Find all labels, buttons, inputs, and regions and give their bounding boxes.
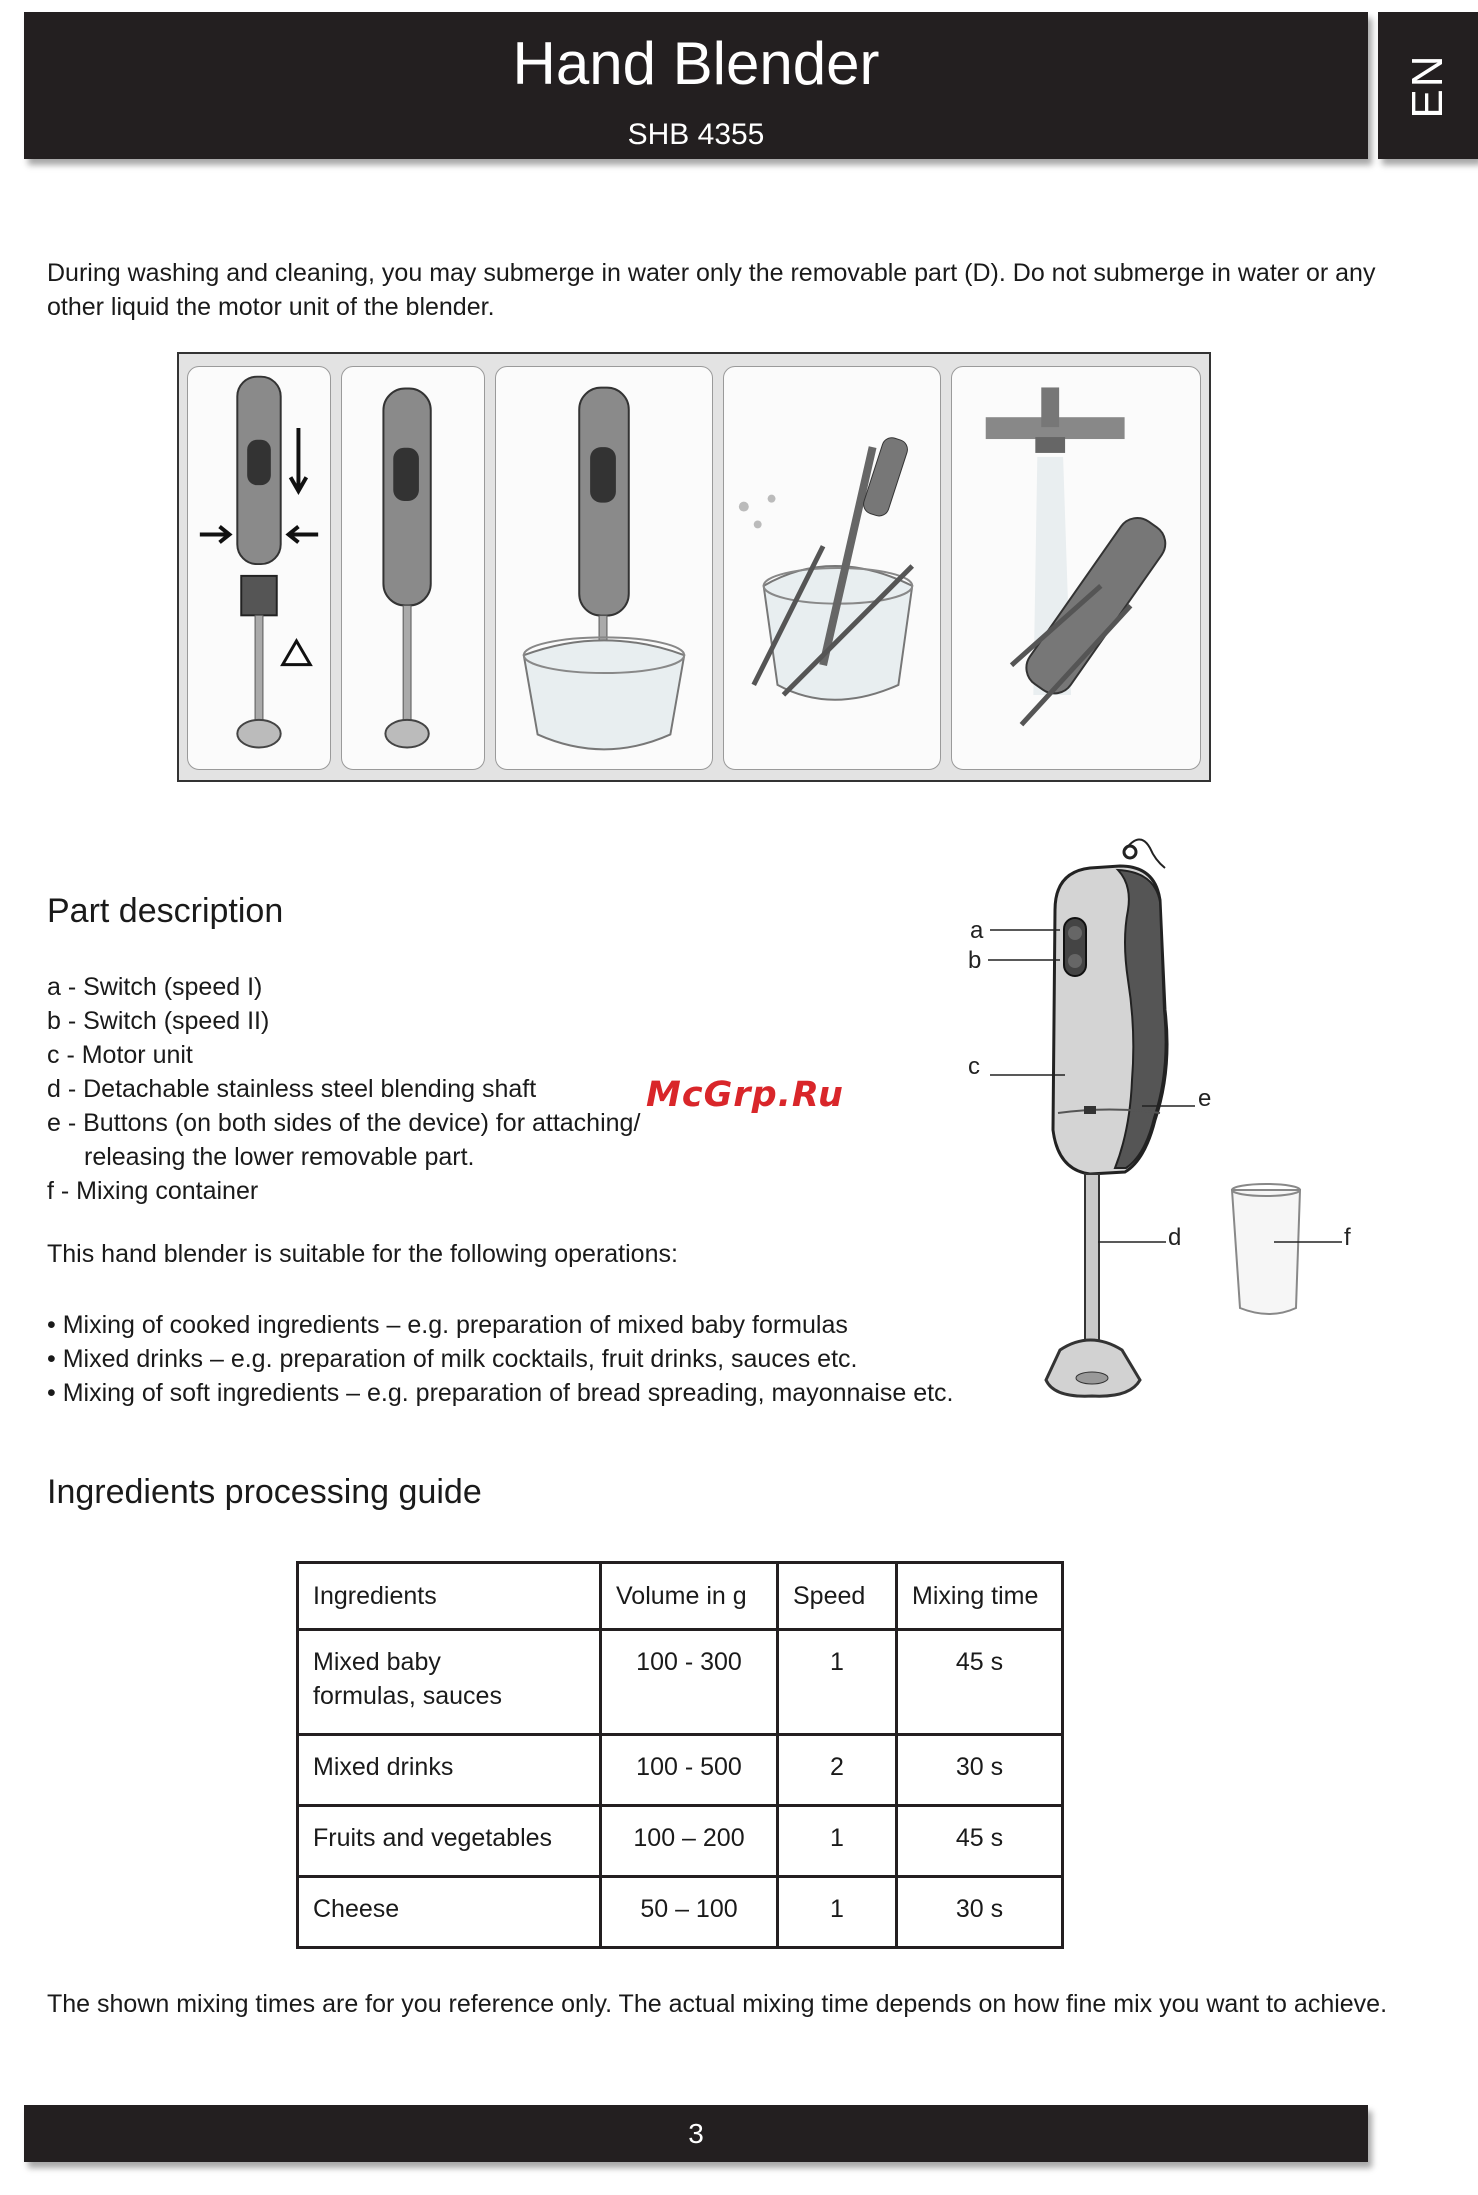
label-e: e xyxy=(1198,1085,1212,1112)
cell-speed: 1 xyxy=(778,1806,897,1877)
part-description-title: Part description xyxy=(47,892,284,930)
cell-time: 30 s xyxy=(897,1735,1063,1806)
processing-guide-title: Ingredients processing guide xyxy=(47,1473,482,1511)
cleaning-instructions: During washing and cleaning, you may submerge in water only the removable part (D). Do not submerge in water or any other liquid the motor unit of the blender. xyxy=(47,259,1376,321)
column-header-ingredients: Ingredients xyxy=(298,1563,601,1630)
list-item: d - Detachable stainless steel blending shaft xyxy=(47,1075,537,1103)
list-item: e - Buttons (on both sides of the device) for attaching/ xyxy=(47,1109,641,1137)
language-code: EN xyxy=(1403,52,1452,119)
page-number: 3 xyxy=(688,2118,704,2149)
column-header-speed: Speed xyxy=(778,1563,897,1630)
label-a: a xyxy=(970,917,984,944)
cell-volume: 100 – 200 xyxy=(601,1806,778,1877)
list-item: • Mixing of soft ingredients – e.g. preparation of bread spreading, mayonnaise etc. xyxy=(47,1379,954,1407)
language-tab xyxy=(1378,12,1478,159)
rinse-under-tap-illustration xyxy=(951,366,1201,770)
watermark: McGrp.Ru xyxy=(646,1075,844,1115)
table-row xyxy=(298,1630,1063,1735)
list-item: • Mixed drinks – e.g. preparation of milk cocktails, fruit drinks, sauces etc. xyxy=(47,1345,858,1373)
table-row xyxy=(298,1735,1063,1806)
cell-time: 45 s xyxy=(897,1806,1063,1877)
processing-guide-table xyxy=(296,1561,1064,1949)
operations-list xyxy=(47,1308,954,1410)
assembled-blender-illustration xyxy=(341,366,485,770)
ingredient-line: Mixed baby xyxy=(313,1648,441,1676)
table-row xyxy=(298,1806,1063,1877)
list-item: c - Motor unit xyxy=(47,1041,193,1069)
cell-speed: 1 xyxy=(778,1630,897,1735)
parts-list xyxy=(47,970,747,1208)
list-item: b - Switch (speed II) xyxy=(47,1007,270,1035)
label-c: c xyxy=(968,1053,980,1080)
cell-time: 30 s xyxy=(897,1877,1063,1948)
cell-ingredient: Cheese xyxy=(298,1877,601,1948)
ingredient-line: formulas, sauces xyxy=(313,1682,502,1710)
list-item: releasing the lower removable part. xyxy=(84,1143,475,1171)
cell-ingredient: Mixed drinks xyxy=(298,1735,601,1806)
blender-parts-diagram xyxy=(950,830,1370,1410)
operations-heading: This hand blender is suitable for the following operations: xyxy=(47,1240,678,1268)
column-header-mixing-time: Mixing time xyxy=(897,1563,1063,1630)
blending-splash-illustration xyxy=(723,366,941,770)
cleaning-photo-strip xyxy=(177,352,1211,782)
cell-ingredient: Fruits and vegetables xyxy=(298,1806,601,1877)
header-bar xyxy=(24,12,1368,159)
footer-bar xyxy=(24,2105,1368,2162)
cell-speed: 2 xyxy=(778,1735,897,1806)
column-header-volume: Volume in g xyxy=(601,1563,778,1630)
model-number: SHB 4355 xyxy=(627,118,765,151)
cell-speed: 1 xyxy=(778,1877,897,1948)
list-item: • Mixing of cooked ingredients – e.g. preparation of mixed baby formulas xyxy=(47,1311,848,1339)
label-f: f xyxy=(1344,1224,1351,1251)
blender-in-bowl-illustration xyxy=(495,366,713,770)
detach-shaft-illustration xyxy=(187,366,331,770)
table-header-row xyxy=(298,1563,1063,1630)
list-item: a - Switch (speed I) xyxy=(47,973,263,1001)
list-item: f - Mixing container xyxy=(47,1177,259,1205)
label-d: d xyxy=(1168,1224,1182,1251)
document-title: Hand Blender xyxy=(512,30,880,97)
label-b: b xyxy=(968,947,982,974)
cell-volume: 50 – 100 xyxy=(601,1877,778,1948)
table-row xyxy=(298,1877,1063,1948)
cell-ingredient xyxy=(298,1630,601,1735)
reference-note: The shown mixing times are for you reference only. The actual mixing time depends on how fine mix you want to achieve. xyxy=(47,1990,1388,2018)
cell-volume: 100 - 300 xyxy=(601,1630,778,1735)
cell-time: 45 s xyxy=(897,1630,1063,1735)
cell-volume: 100 - 500 xyxy=(601,1735,778,1806)
